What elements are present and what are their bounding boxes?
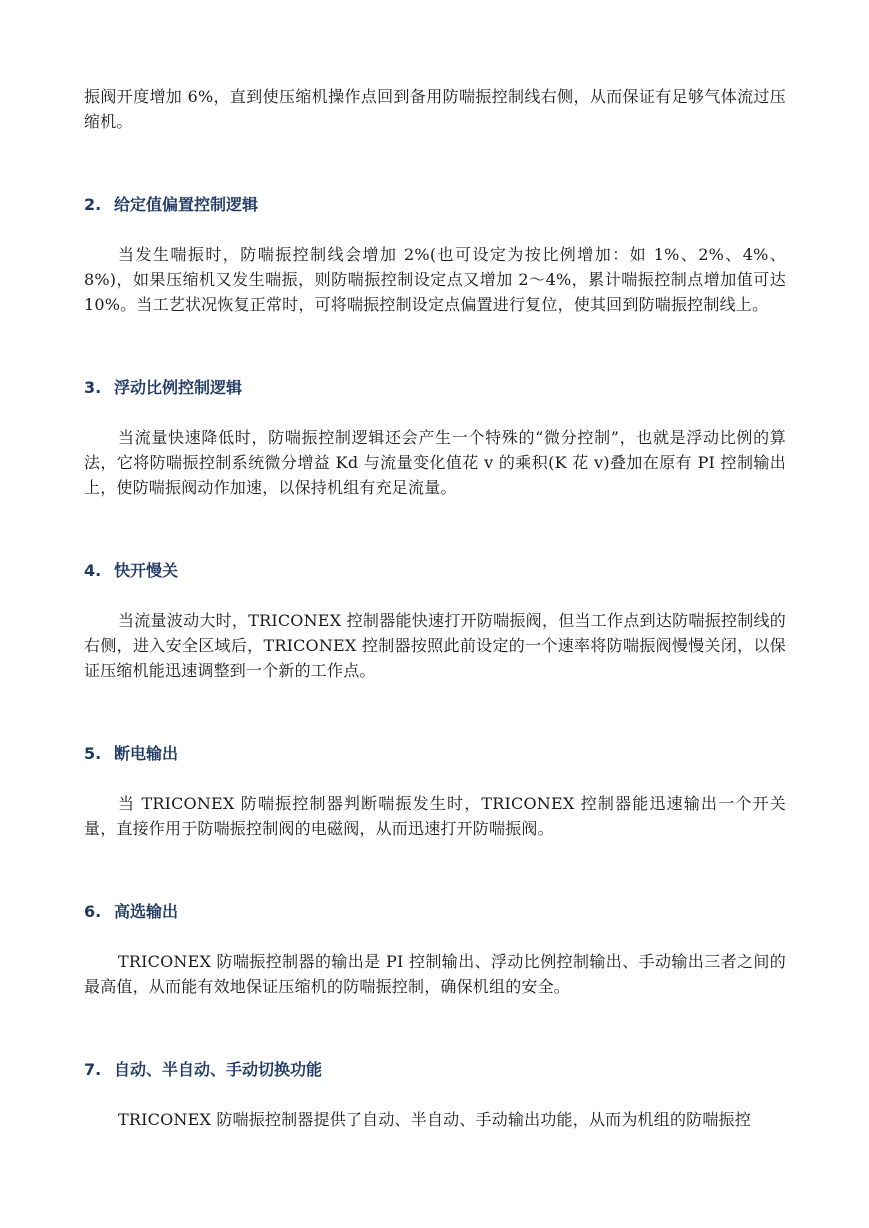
section-number: 2. [84, 195, 102, 214]
section-title: 快开慢关 [114, 561, 179, 580]
intro-paragraph: 振阀开度增加 6%，直到使压缩机操作点回到备用防喘振控制线右侧，从而保证有足够气体流过压缩机。 [84, 87, 786, 131]
section-number: 6. [84, 902, 102, 921]
section-title: 浮动比例控制逻辑 [114, 378, 243, 397]
section-heading-4 [84, 558, 786, 583]
section-body-4: 当流量波动大时，TRICONEX 控制器能快速打开防喘振阀，但当工作点到达防喘振控制线的右侧，进入安全区域后，TRICONEX 控制器按照此前设定的一个速率将防喘振阀慢慢关闭，以保证压缩机能迅速调整到一个新的工作点。 [84, 611, 786, 680]
section-body-2: 当发生喘振时，防喘振控制线会增加 2%(也可设定为按比例增加：如 1%、2%、4%、8%)，如果压缩机又发生喘振，则防喘振控制设定点又增加 2～4%，累计喘振控制点增加值可达 10%。当工艺状况恢复正常时，可将喘振控制设定点偏置进行复位，使其回到防喘振控制线上。 [84, 245, 786, 314]
section-number: 4. [84, 561, 102, 580]
section-title: 断电输出 [114, 744, 179, 763]
section-number: 7. [84, 1060, 102, 1079]
section-heading-6 [84, 899, 786, 924]
section-body-3: 当流量快速降低时，防喘振控制逻辑还会产生一个特殊的“微分控制”，也就是浮动比例的算法，它将防喘振控制系统微分增益 Kd 与流量变化值花 v 的乘积(K 花 v)叠加在原有 PI 控制输出上，使防喘振阀动作加速，以保持机组有充足流量。 [84, 428, 786, 497]
section-body-6: TRICONEX 防喘振控制器的输出是 PI 控制输出、浮动比例控制输出、手动输出三者之间的最高值，从而能有效地保证压缩机的防喘振控制，确保机组的安全。 [84, 952, 786, 996]
section-number: 5. [84, 744, 102, 763]
section-title: 自动、半自动、手动切换功能 [114, 1060, 323, 1079]
section-number: 3. [84, 378, 102, 397]
section-heading-7 [84, 1057, 786, 1082]
section-heading-3 [84, 375, 786, 400]
section-title: 高选输出 [114, 902, 179, 921]
section-body-5: 当 TRICONEX 防喘振控制器判断喘振发生时，TRICONEX 控制器能迅速输出一个开关量，直接作用于防喘振控制阀的电磁阀，从而迅速打开防喘振阀。 [84, 794, 786, 838]
section-heading-2 [84, 192, 786, 217]
section-heading-5 [84, 741, 786, 766]
section-title: 给定值偏置控制逻辑 [114, 195, 259, 214]
document-page [84, 84, 786, 1132]
section-body-7: TRICONEX 防喘振控制器提供了自动、半自动、手动输出功能，从而为机组的防喘振控 [118, 1110, 751, 1129]
